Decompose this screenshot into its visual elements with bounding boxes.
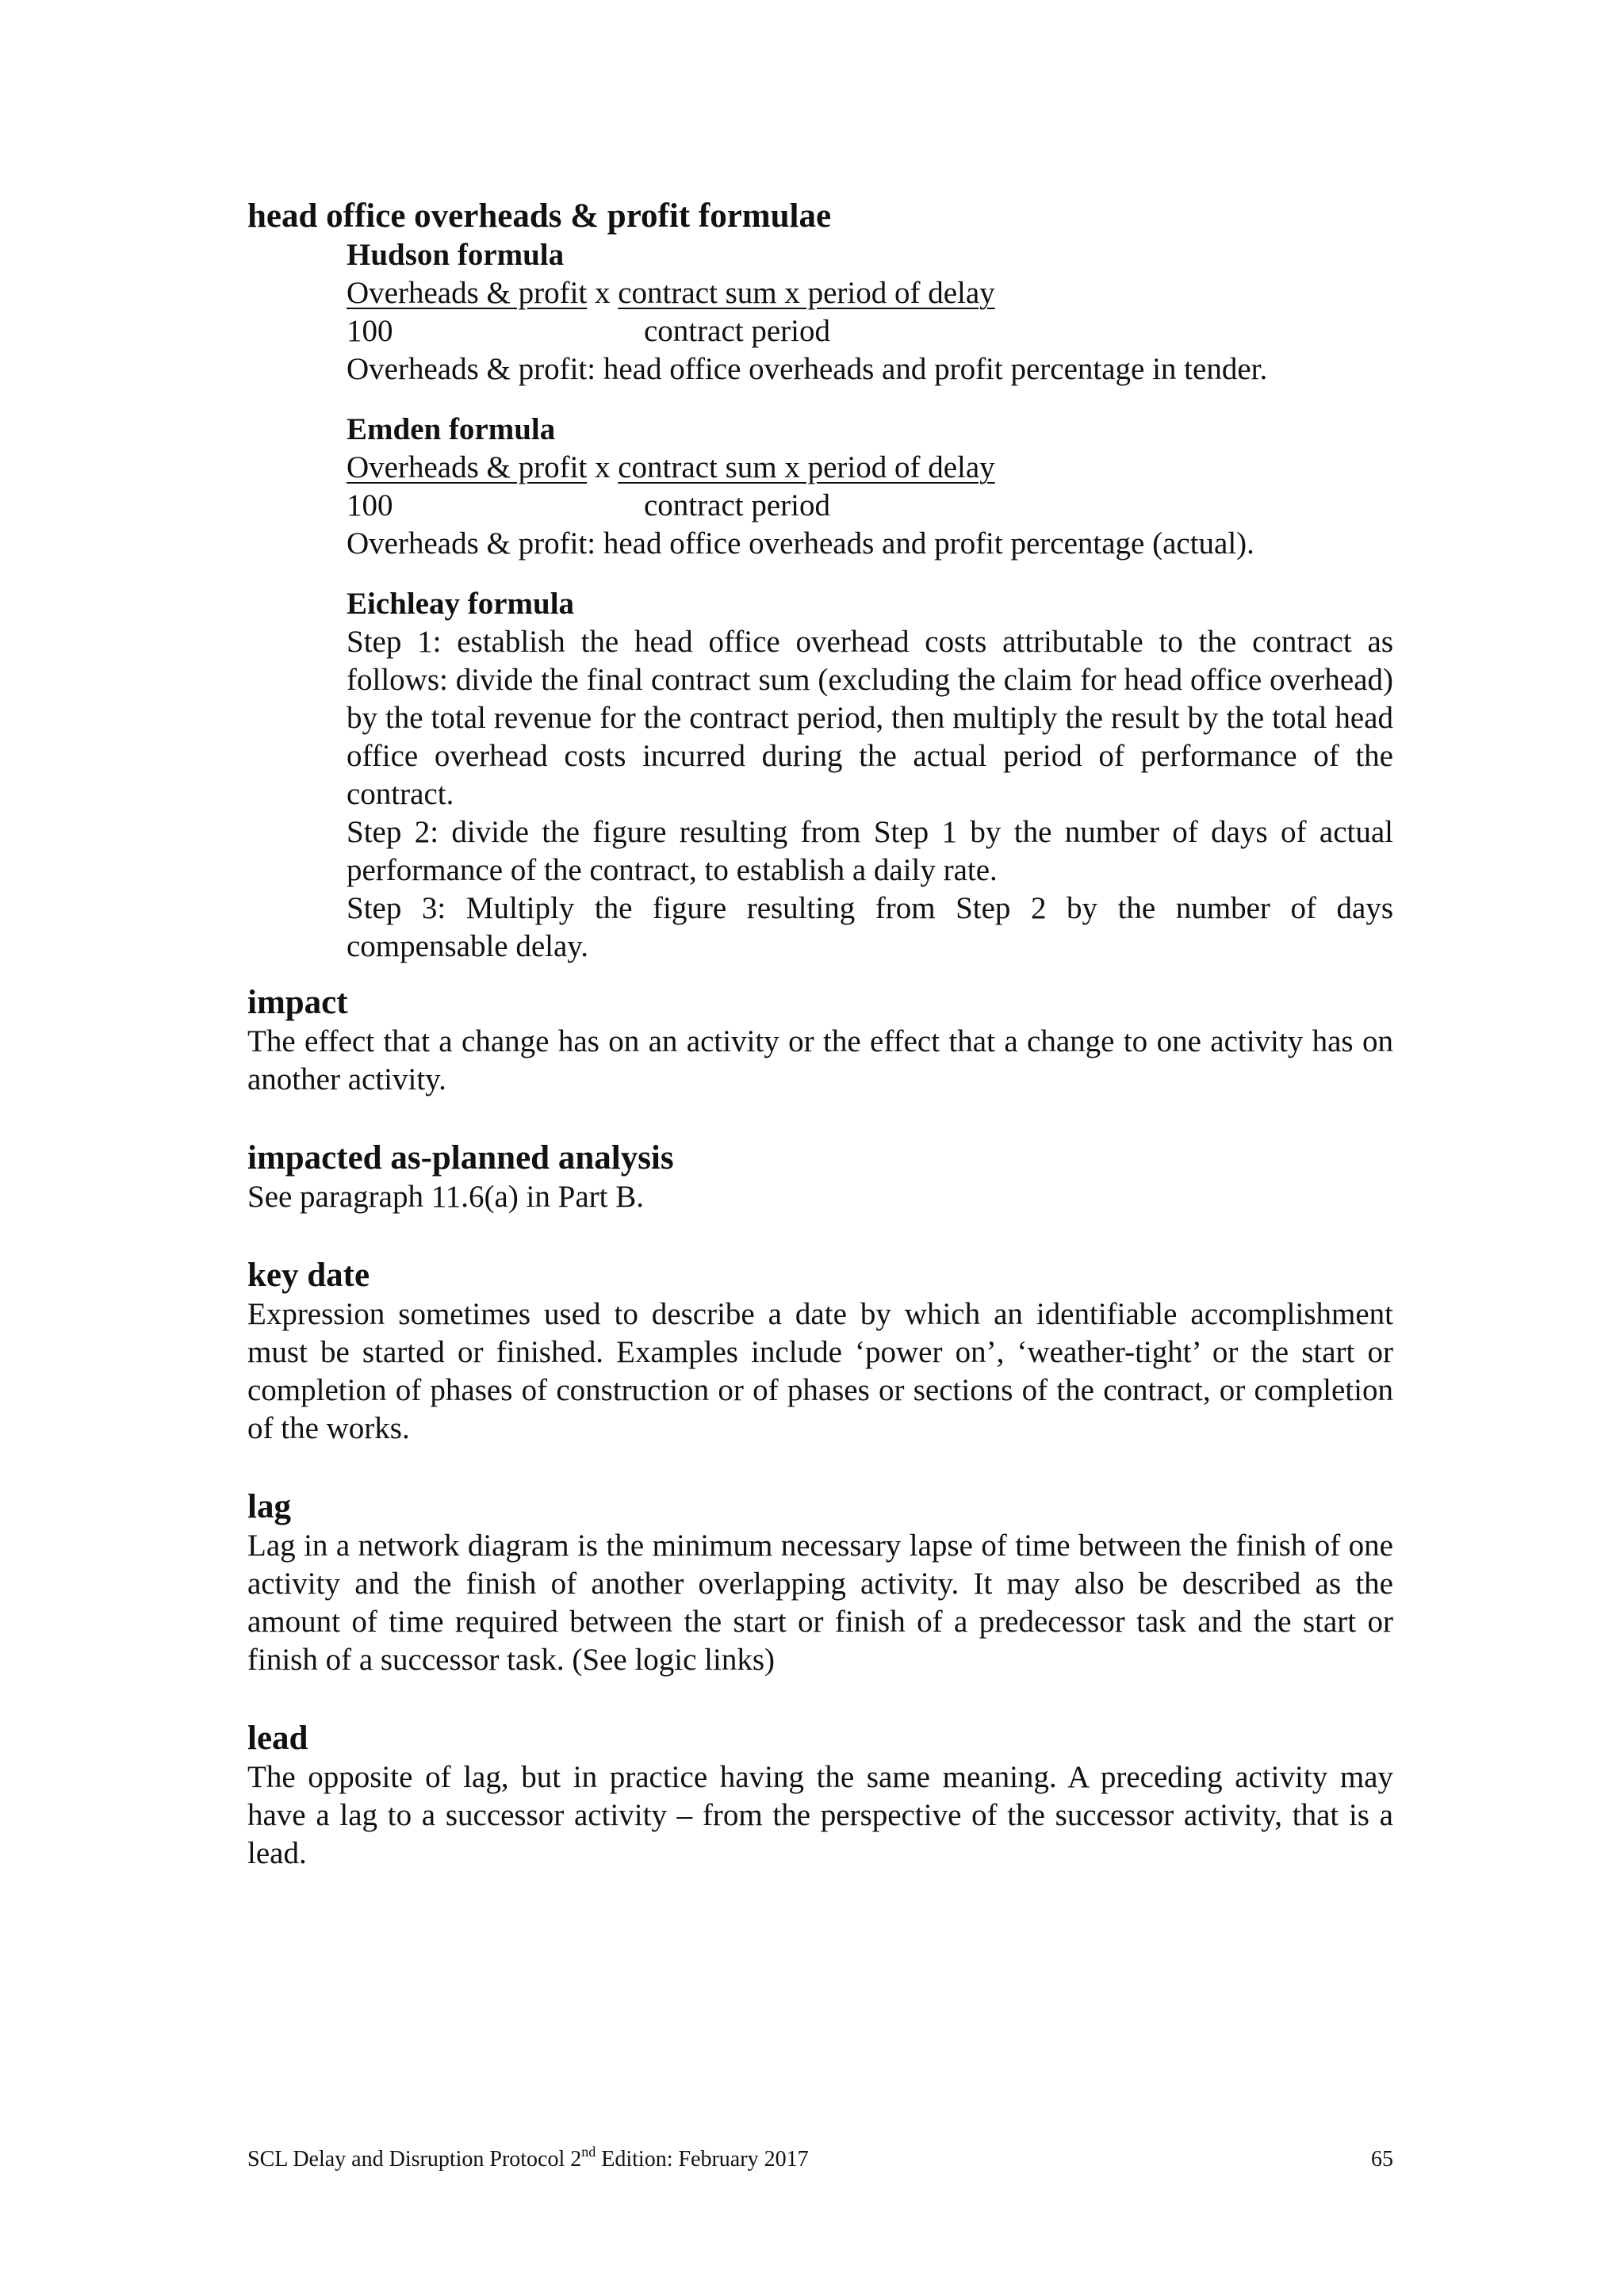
term-heading: lead	[247, 1720, 308, 1757]
hudson-formula	[347, 274, 1393, 350]
footer-title-superscript: nd	[581, 2143, 596, 2160]
formula-denominator-right: contract period	[644, 488, 830, 522]
term-definition: The opposite of lag, but in practice having the same meaning. A preceding activity may have a lag to a successor activity – from the perspective of the successor activity, that is a lead.	[247, 1760, 1393, 1870]
eichleay-step-1: Step 1: establish the head office overhead costs attributable to the contract as follows: divide the final contract sum (excluding the claim for head office overhead) by the total revenue for the contract period, then multiply the result by the total head office overhead costs incurred during the actual period of performance of the contract.	[347, 625, 1393, 811]
formula-denominator	[347, 312, 1393, 350]
hudson-formula-note: Overheads & profit: head office overheads and profit percentage in tender.	[347, 352, 1268, 386]
page-content	[247, 197, 1393, 1912]
emden-formula	[347, 449, 1393, 525]
formula-numerator	[347, 274, 1393, 312]
hudson-formula-block	[347, 236, 1393, 388]
emden-formula-title: Emden formula	[347, 412, 556, 446]
term-definition: Expression sometimes used to describe a date by which an identifiable accomplishment must be started or finished. Examples include ‘power on’, ‘weather-tight’ or the start or completion of phases of construction or of phases or sections of the contract, or completion of the works.	[247, 1297, 1393, 1445]
footer-title	[247, 2143, 809, 2173]
entry-head-office-overheads	[247, 197, 1393, 966]
page-footer	[247, 2143, 1393, 2173]
formula-numerator-left: Overheads & profit	[347, 450, 588, 484]
entry-impact	[247, 983, 1393, 1099]
term-definition: The effect that a change has on an activity or the effect that a change to one activity has on another activity.	[247, 1024, 1393, 1096]
eichleay-step-3: Step 3: Multiply the figure resulting from Step 2 by the number of days compensable delay.	[347, 891, 1393, 963]
formula-numerator-left: Overheads & profit	[347, 276, 588, 310]
formula-denominator-left: 100	[347, 314, 393, 348]
page-number: 65	[1371, 2147, 1393, 2172]
formula-numerator-right: contract sum x period of delay	[618, 276, 995, 310]
term-heading: key date	[247, 1257, 370, 1294]
footer-title-edition: Edition: February 2017	[596, 2147, 809, 2172]
footer-title-text: SCL Delay and Disruption Protocol 2	[247, 2147, 582, 2172]
eichleay-formula-title: Eichleay formula	[347, 587, 575, 621]
term-heading: impacted as-planned analysis	[247, 1139, 674, 1177]
term-heading: head office overheads & profit formulae	[247, 197, 832, 235]
term-definition: Lag in a network diagram is the minimum necessary lapse of time between the finish of one activity and the finish of another overlapping activity. It may also be described as the amount of time required between the start or finish of a predecessor task and the start or finish of a successor task. (See logic links)	[247, 1529, 1393, 1677]
entry-lead	[247, 1719, 1393, 1873]
term-heading: lag	[247, 1488, 291, 1525]
formula-denominator-right: contract period	[644, 314, 830, 348]
hudson-formula-title: Hudson formula	[347, 238, 565, 272]
term-heading: impact	[247, 984, 348, 1021]
eichleay-formula-block	[347, 585, 1393, 966]
eichleay-step-2: Step 2: divide the figure resulting from Step 1 by the number of days of actual performance of the contract, to establish a daily rate.	[347, 815, 1393, 887]
entry-lag	[247, 1487, 1393, 1679]
entry-impacted-as-planned	[247, 1138, 1393, 1216]
formula-denominator	[347, 487, 1393, 525]
formula-numerator	[347, 449, 1393, 487]
term-definition: See paragraph 11.6(a) in Part B.	[247, 1180, 644, 1214]
entry-key-date	[247, 1256, 1393, 1448]
formula-multiply: x	[587, 276, 619, 310]
emden-formula-block	[347, 411, 1393, 563]
emden-formula-note: Overheads & profit: head office overheads and profit percentage (actual).	[347, 526, 1254, 561]
formula-denominator-left: 100	[347, 488, 393, 522]
formula-numerator-right: contract sum x period of delay	[618, 450, 995, 484]
formula-multiply: x	[587, 450, 619, 484]
